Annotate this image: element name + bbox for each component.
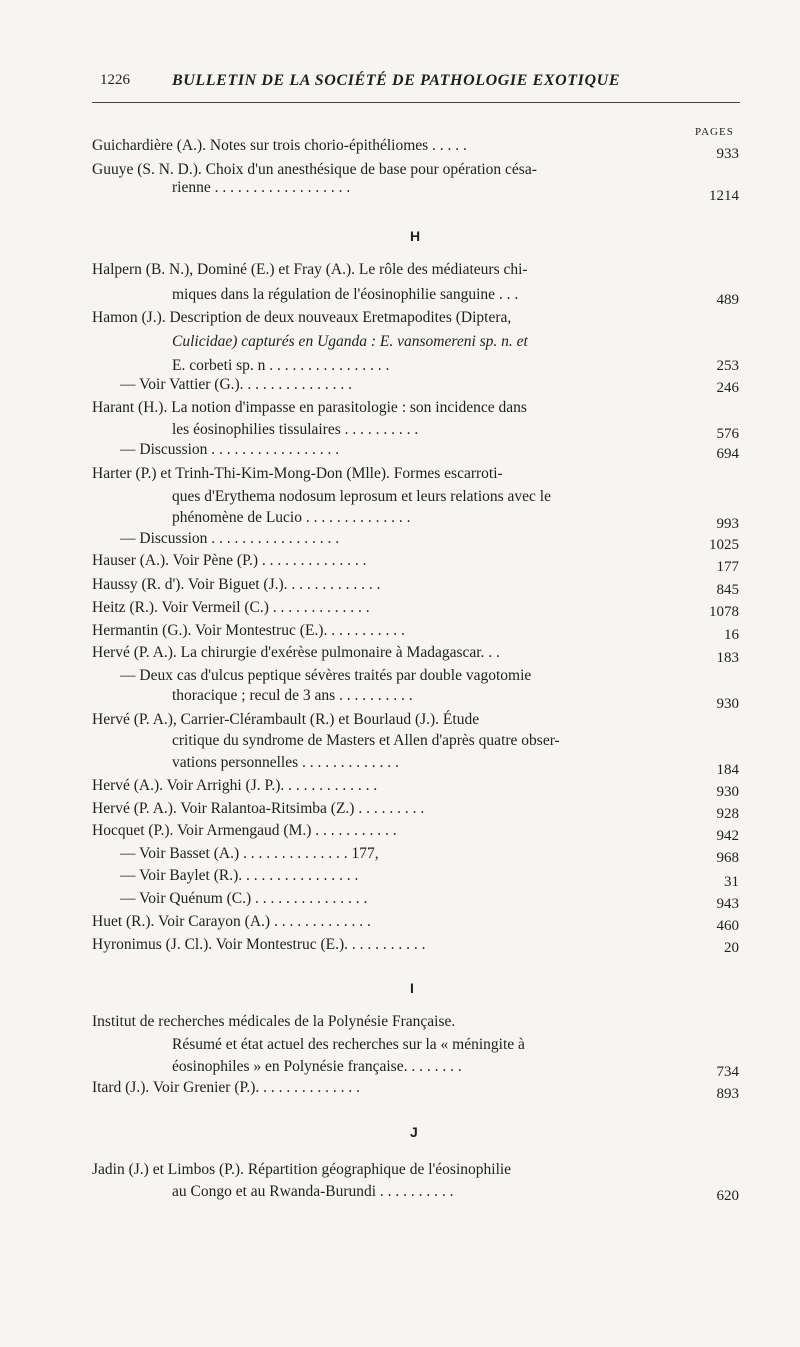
index-line: — Voir Baylet (R.). . . . . . . . . . . . . . . . bbox=[120, 867, 359, 884]
index-line: vations personnelles . . . . . . . . . . . . . bbox=[172, 754, 399, 771]
page-ref: 184 bbox=[716, 762, 739, 778]
page-ref: 1214 bbox=[709, 188, 739, 204]
index-line: Hauser (A.). Voir Pène (P.) . . . . . . . . . . . . . . bbox=[92, 552, 367, 569]
pages-column-label: PAGES bbox=[695, 126, 734, 138]
index-line: critique du syndrome de Masters et Allen d'après quatre obser- bbox=[172, 732, 560, 749]
index-line: Jadin (J.) et Limbos (P.). Répartition géographique de l'éosinophilie bbox=[92, 1161, 512, 1178]
page-ref: 576 bbox=[716, 426, 739, 442]
section-letter-i: I bbox=[410, 980, 414, 996]
page-ref: 930 bbox=[716, 784, 739, 800]
index-line: Harter (P.) et Trinh-Thi-Kim-Mong-Don (Mlle). Formes escarroti- bbox=[92, 465, 503, 482]
index-line: — Discussion . . . . . . . . . . . . . . . . . bbox=[120, 441, 340, 458]
page-ref: 933 bbox=[716, 146, 739, 162]
index-line: thoracique ; recul de 3 ans . . . . . . . . . . bbox=[172, 687, 413, 704]
page-ref: 993 bbox=[716, 516, 739, 532]
index-line: — Deux cas d'ulcus peptique sévères traités par double vagotomie bbox=[120, 667, 532, 684]
index-line: Heitz (R.). Voir Vermeil (C.) . . . . . . . . . . . . . bbox=[92, 599, 370, 616]
section-letter-j: J bbox=[410, 1124, 418, 1140]
index-line: Hamon (J.). Description de deux nouveaux Eretmapodites (Diptera, bbox=[92, 309, 512, 326]
page-ref: 942 bbox=[716, 828, 739, 844]
page-ref: 734 bbox=[716, 1064, 739, 1080]
page-ref: 246 bbox=[716, 380, 739, 396]
page-ref: 620 bbox=[716, 1188, 739, 1204]
index-line: — Discussion . . . . . . . . . . . . . . . . . bbox=[120, 530, 340, 547]
page-ref: 460 bbox=[716, 918, 739, 934]
page-ref: 253 bbox=[716, 358, 739, 374]
running-title: BULLETIN DE LA SOCIÉTÉ DE PATHOLOGIE EXOTIQUE bbox=[172, 72, 621, 89]
index-line: ques d'Erythema nodosum leprosum et leurs relations avec le bbox=[172, 488, 551, 505]
page-number: 1226 bbox=[100, 72, 130, 88]
index-line: Huet (R.). Voir Carayon (A.) . . . . . . . . . . . . . bbox=[92, 913, 371, 930]
page-ref: 16 bbox=[724, 627, 739, 643]
index-line: miques dans la régulation de l'éosinophilie sanguine . . . bbox=[172, 286, 519, 303]
index-line: Résumé et état actuel des recherches sur la « méningite à bbox=[172, 1036, 525, 1053]
index-line: Harant (H.). La notion d'impasse en parasitologie : son incidence dans bbox=[92, 399, 527, 416]
index-line: Halpern (B. N.), Dominé (E.) et Fray (A.). Le rôle des médiateurs chi- bbox=[92, 261, 528, 278]
index-line: Institut de recherches médicales de la Polynésie Française. bbox=[92, 1013, 456, 1030]
index-line: éosinophiles » en Polynésie française. . . . . . . . bbox=[172, 1058, 462, 1075]
index-line: Itard (J.). Voir Grenier (P.). . . . . . . . . . . . . . bbox=[92, 1079, 361, 1096]
page-ref: 928 bbox=[716, 806, 739, 822]
page-ref: 694 bbox=[716, 446, 739, 462]
page-ref: 489 bbox=[716, 292, 739, 308]
page-ref: 968 bbox=[716, 850, 739, 866]
index-line: Culicidae) capturés en Uganda : E. vansomereni sp. n. et bbox=[172, 333, 528, 350]
header-rule bbox=[92, 102, 740, 103]
index-line: Hervé (P. A.). Voir Ralantoa-Ritsimba (Z.) . . . . . . . . . bbox=[92, 800, 425, 817]
page-ref: 943 bbox=[716, 896, 739, 912]
index-line: — Voir Vattier (G.). . . . . . . . . . . . . . . bbox=[120, 376, 353, 393]
index-line: E. corbeti sp. n . . . . . . . . . . . . . . . . bbox=[172, 357, 390, 374]
page-ref: 1025 bbox=[709, 537, 739, 553]
index-line: Hervé (P. A.), Carrier-Clérambault (R.) et Bourlaud (J.). Étude bbox=[92, 711, 480, 728]
index-line: les éosinophilies tissulaires . . . . . . . . . . bbox=[172, 421, 419, 438]
index-line: Haussy (R. d'). Voir Biguet (J.). . . . . . . . . . . . . bbox=[92, 576, 381, 593]
index-line: Hermantin (G.). Voir Montestruc (E.). . . . . . . . . . . bbox=[92, 622, 405, 639]
page-ref: 31 bbox=[724, 874, 739, 890]
page-ref: 930 bbox=[716, 696, 739, 712]
page-ref: 1078 bbox=[709, 604, 739, 620]
index-line: — Voir Quénum (C.) . . . . . . . . . . . . . . . bbox=[120, 890, 368, 907]
page-ref: 20 bbox=[724, 940, 739, 956]
index-line: Guichardière (A.). Notes sur trois chorio-épithéliomes . . . . . bbox=[92, 137, 467, 154]
page-ref: 893 bbox=[716, 1086, 739, 1102]
index-line: Hervé (P. A.). La chirurgie d'exérèse pulmonaire à Madagascar. . . bbox=[92, 644, 500, 661]
index-line: Guuye (S. N. D.). Choix d'un anesthésique de base pour opération césa- bbox=[92, 161, 537, 178]
index-line: au Congo et au Rwanda-Burundi . . . . . . . . . . bbox=[172, 1183, 454, 1200]
index-line: Hocquet (P.). Voir Armengaud (M.) . . . . . . . . . . . bbox=[92, 822, 397, 839]
index-line: rienne . . . . . . . . . . . . . . . . . . bbox=[172, 179, 351, 196]
section-letter-h: H bbox=[410, 228, 421, 244]
index-line: phénomène de Lucio . . . . . . . . . . . . . . bbox=[172, 509, 411, 526]
page-ref: 177 bbox=[716, 559, 739, 575]
page-ref: 845 bbox=[716, 582, 739, 598]
index-line: Hervé (A.). Voir Arrighi (J. P.). . . . . . . . . . . . . bbox=[92, 777, 378, 794]
index-line: Hyronimus (J. Cl.). Voir Montestruc (E.). . . . . . . . . . . bbox=[92, 936, 426, 953]
index-line: — Voir Basset (A.) . . . . . . . . . . . . . . 177, bbox=[120, 845, 379, 862]
page-ref: 183 bbox=[716, 650, 739, 666]
